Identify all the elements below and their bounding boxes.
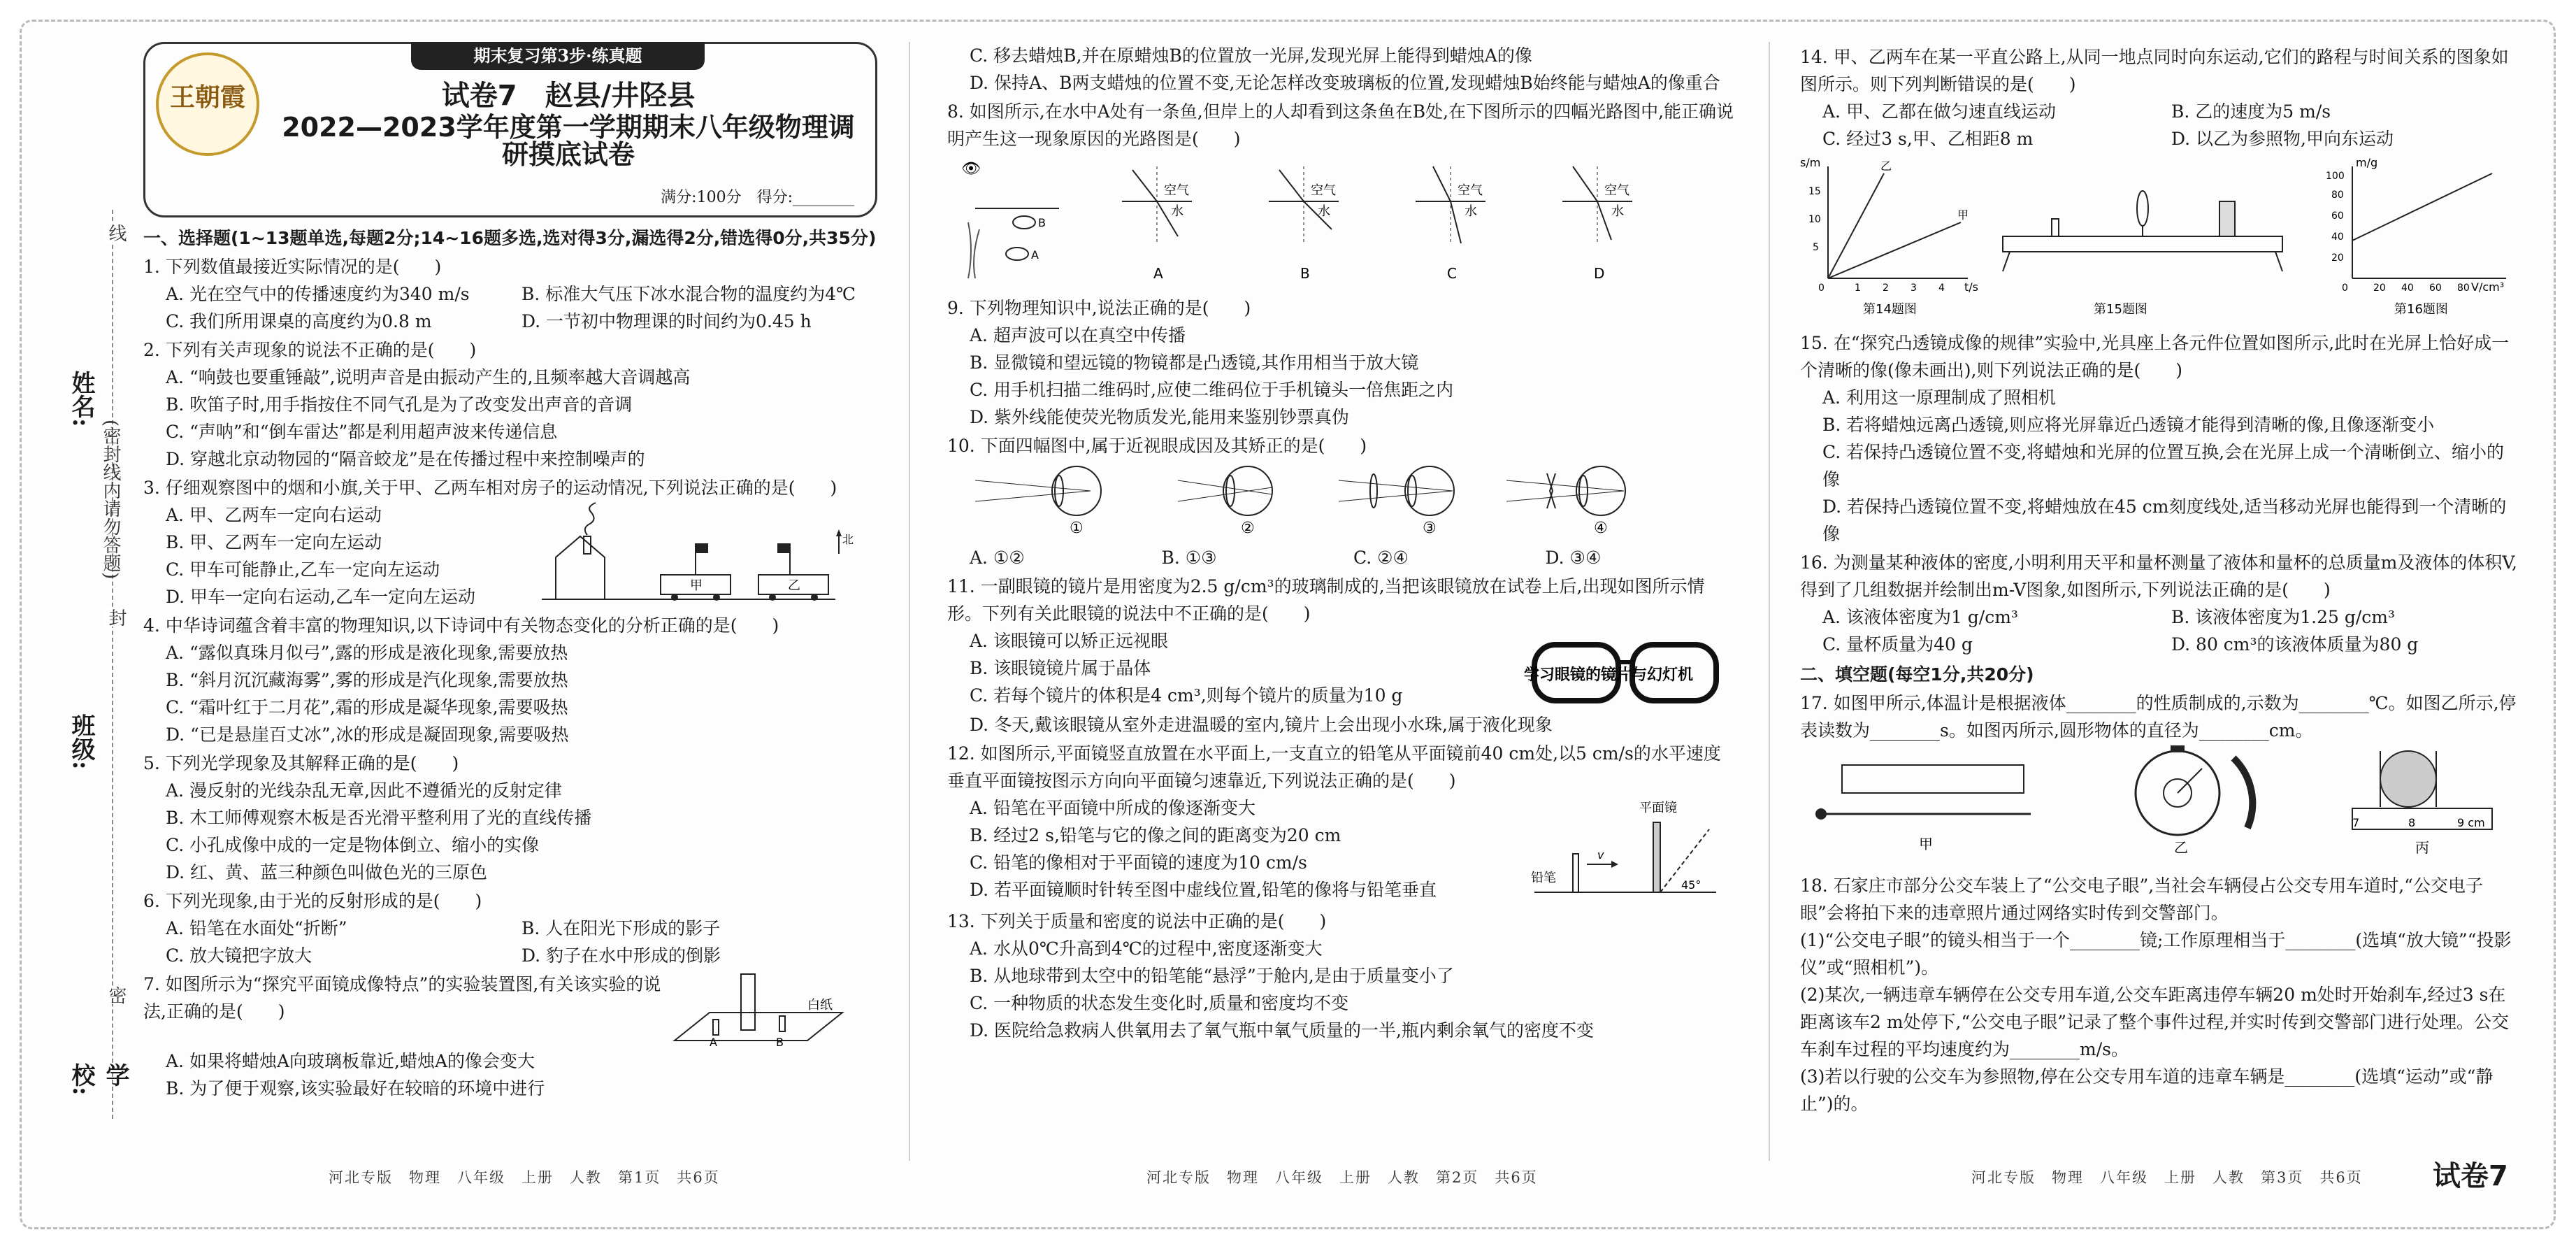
- question-7: 7. 如图所示为“探究平面镜成像特点”的实验装置图,有关该实验的说法,正确的是( ) A B 白纸 A. 如果将蜡烛A向玻璃板靠近,蜡烛A的像会变大 B. 为了便于观察,该实验最好在较暗的环境中进行: [143, 971, 877, 1102]
- svg-text:甲: 甲: [1919, 836, 1933, 852]
- seal-char-3: 密: [103, 986, 129, 1004]
- question-12: 12. 如图所示,平面镜竖直放置在水平面上,一支直立的铅笔从平面镜前40 cm处,以5 cm/s的水平速度垂直平面镜按图示方向向平面镜匀速靠近,下列说法正确的是( ) A. 铅笔在平面镜中所成的像逐渐变大 B. 经过2 s,铅笔与它的像之间的距离变为20 cm C. 铅笔的像相对于平面镜的速度为10 cm/s D. 若平面镜顺时针转至图中虚线位置,铅笔的像将与铅笔垂直 v 平面镜 铅笔 45°: [947, 740, 1737, 906]
- svg-text:4: 4: [1938, 283, 1945, 294]
- footer-page-1: 河北专版 物理 八年级 上册 人教 第1页 共6页: [329, 1169, 720, 1186]
- q8-option-a-diagram: [1122, 166, 1192, 282]
- seal-char-1: 线: [103, 224, 129, 242]
- q7-figure: [668, 971, 849, 1048]
- svg-text:A: A: [1031, 248, 1039, 262]
- q12-velocity-label: v: [1597, 848, 1604, 862]
- q10-figure: [947, 459, 1730, 536]
- svg-text:40: 40: [2401, 283, 2414, 294]
- score-line: 满分:100分 得分:________: [661, 189, 854, 206]
- svg-text:100: 100: [2326, 171, 2345, 182]
- paper-name: 试卷7 赵县/井陉县: [441, 80, 696, 112]
- svg-text:80: 80: [2331, 190, 2344, 201]
- svg-text:第15题图: 第15题图: [2094, 302, 2147, 317]
- q8-option-b-diagram: [1269, 166, 1339, 282]
- svg-text:甲: 甲: [1957, 208, 1969, 222]
- svg-text:乙: 乙: [2174, 839, 2188, 856]
- svg-text:8: 8: [2408, 816, 2416, 829]
- question-5: 5. 下列光学现象及其解释正确的是( ) A. 漫反射的光线杂乱无章,因此不遵循光的反射定律 B. 木工师傅观察木板是否光滑平整利用了光的直线传播 C. 小孔成像中成的一定是物体倒立、缩小的实像 D. 红、黄、蓝三种颜色叫做色光的三原色: [143, 753, 592, 882]
- svg-text:空气: 空气: [1458, 183, 1483, 198]
- paper-header: [143, 42, 877, 217]
- svg-text:9 cm: 9 cm: [2457, 816, 2485, 829]
- question-14: 14. 甲、乙两车在某一平直公路上,从同一地点同时向东运动,它们的路程与时间关系的图象如图所示。则下列判断错误的是( ) A. 甲、乙都在做匀速直线运动 B. 乙的速度为5 m/s C. 经过3 s,甲、乙相距8 m D. 以乙为参照物,甲向东运动: [1800, 47, 2509, 149]
- svg-text:2: 2: [1883, 283, 1889, 294]
- q7-option-d: D. 保持A、B两支蜡烛的位置不变,无论怎样改变玻璃板的位置,发现蜡烛B始终能与蜡烛A的像重合: [970, 73, 1720, 93]
- q8-eye-icon: 👁: [961, 160, 981, 178]
- q10-eye-diagram-2: [1178, 466, 1272, 537]
- column-divider-2: [1769, 42, 1770, 1161]
- q8-option-d-diagram: [1562, 166, 1632, 282]
- column-2: [947, 42, 1737, 1044]
- q3-label-yi: 乙: [788, 578, 800, 593]
- question-8: 8. 如图所示,在水中A处有一条鱼,但岸上的人却看到这条鱼在B处,在下图所示的四幅光路图中,能正确说明产生这一现象原因的光路图是( ) 👁 B A 空气 水 A 空气 水 B 空气 水 C 空气 水 D: [947, 98, 1737, 293]
- school-label: 学校:: [67, 1063, 129, 1096]
- q3-label-north: 北: [842, 533, 854, 546]
- q17-ruler: [2352, 751, 2492, 856]
- svg-text:②: ②: [1241, 520, 1255, 537]
- binding-note: (密封线内请勿答题): [100, 420, 121, 580]
- class-label: 班级:: [67, 713, 95, 770]
- svg-text:①: ①: [1070, 520, 1084, 537]
- question-10: 10. 下面四幅图中,属于近视眼成因及其矫正的是( ) ① ② ③ ④ A. ①② B. ①③ C. ②④ D. ③④: [947, 432, 1737, 571]
- q12-mirror-label: 平面镜: [1639, 801, 1677, 815]
- q17-thermometer: [1815, 765, 2031, 852]
- figures-row-14-16: [1800, 152, 2520, 320]
- column-divider-1: [909, 42, 910, 1161]
- q3-label-jia: 甲: [690, 578, 703, 593]
- q10-eye-diagram-3: [1339, 466, 1454, 537]
- q8-option-c-diagram: [1416, 166, 1485, 282]
- svg-text:20: 20: [2373, 283, 2386, 294]
- svg-text:1: 1: [1855, 283, 1861, 294]
- svg-text:5: 5: [1813, 242, 1819, 253]
- svg-text:V/cm³: V/cm³: [2471, 280, 2505, 294]
- question-6: 6. 下列光现象,由于光的反射形成的是( ) A. 铅笔在水面处“折断” B. 人在阳光下形成的影子 C. 放大镜把字放大 D. 豹子在水中形成的倒影: [143, 891, 721, 966]
- q8-figure: [947, 152, 1730, 285]
- q17-figure: [1800, 744, 2520, 863]
- svg-text:60: 60: [2429, 283, 2442, 294]
- svg-text:水: 水: [1171, 204, 1183, 219]
- fig16-graph: [2326, 156, 2506, 317]
- svg-text:15: 15: [1808, 186, 1821, 197]
- step-tab: 期末复习第3步·练真题: [411, 42, 705, 70]
- svg-text:空气: 空气: [1164, 183, 1189, 198]
- q17-stopwatch: [2136, 745, 2252, 856]
- paper-number: 试卷7: [2433, 1160, 2508, 1192]
- svg-text:B: B: [1300, 265, 1310, 282]
- q7-label-a: A: [710, 1036, 717, 1049]
- svg-text:第16题图: 第16题图: [2394, 302, 2448, 317]
- q12-angle-label: 45°: [1681, 878, 1701, 892]
- section-2-title: 二、填空题(每空1分,共20分): [1800, 664, 2034, 685]
- q7-option-c: C. 移去蜡烛B,并在原蜡烛B的位置放一光屏,发现光屏上能得到蜡烛A的像: [970, 45, 1532, 66]
- question-16: 16. 为测量某种液体的密度,小明利用天平和量杯测量了液体和量杯的总质量m及液体的体积V,得到了几组数据并绘制出m-V图象,如图所示,下列说法正确的是( ) A. 该液体密度为1 g/cm³ B. 该液体密度为1.25 g/cm³ C. 量杯质量为40 g D. 80 cm³的该液体质量为80 g: [1800, 552, 2517, 655]
- svg-text:空气: 空气: [1604, 183, 1629, 198]
- svg-text:t/s: t/s: [1964, 280, 1978, 294]
- q7-label-paper: 白纸: [807, 998, 833, 1013]
- question-13: 13. 下列关于质量和密度的说法中正确的是( ) A. 水从0℃升高到4℃的过程中,密度逐渐变大 B. 从地球带到太空中的铅笔能“悬浮”于舱内,是由于质量变小了 C. 一种物质的状态发生变化时,质量和密度均不变 D. 医院给急救病人供氧用去了氧气瓶中氧气质量的一半,瓶内剩余氧气的密度不变: [947, 911, 1594, 1041]
- svg-text:乙: 乙: [1880, 159, 1892, 173]
- seal-char-2: 封: [103, 608, 129, 627]
- svg-text:m/g: m/g: [2356, 156, 2378, 169]
- q11-glasses-text: 学习眼镜的镜片与幻灯机: [1524, 666, 1694, 684]
- column-1: [143, 42, 877, 1102]
- q3-figure: [542, 501, 854, 606]
- question-18: 18. 石家庄市部分公交车装上了“公交电子眼”,当社会车辆侵占公交专用车道时,“公交电子眼”会将拍下来的违章照片通过网络实时传到交警部门。 (1)“公交电子眼”的镜头相当于一个________镜;工作原理相当于________(选填“放大镜”“投影仪”或“照相机”)。 (2)某次,一辆违章车辆停在公交专用车道,公交车距离违停车辆20 m处时开始刹车,经过3 s在距离该车2 m处停下,“公交电子眼”记录了整个事件过程,并实时传到交警部门进行处理。公交车刹车过程的平均速度约为________m/s。 (3)若以行驶的公交车为参照物,停在公交专用车道的违章车辆是________(选填“运动”或“静止”)的。: [1800, 875, 2512, 1114]
- svg-text:40: 40: [2331, 231, 2344, 243]
- svg-text:第14题图: 第14题图: [1863, 302, 1917, 317]
- column-3: [1800, 42, 2520, 1117]
- svg-text:0: 0: [2342, 283, 2348, 294]
- question-3: 3. 仔细观察图中的烟和小旗,关于甲、乙两车相对房子的运动情况,下列说法正确的是( ) A. 甲、乙两车一定向右运动 B. 甲、乙两车一定向左运动 C. 甲车可能静止,乙车一定向左运动 D. 甲车一定向右运动,乙车一定向左运动 甲 乙 北: [143, 478, 854, 607]
- name-label: 姓名:: [67, 371, 95, 427]
- svg-text:60: 60: [2331, 210, 2344, 222]
- svg-text:7: 7: [2352, 816, 2360, 829]
- svg-text:0: 0: [1818, 283, 1825, 294]
- question-11: 11. 一副眼镜的镜片是用密度为2.5 g/cm³的玻璃制成的,当把该眼镜放在试卷上后,出现如图所示情形。下列有关此眼镜的说法中不正确的是( ) A. 该眼镜可以矫正远视眼 B. 该眼镜镜片属于晶体 C. 若每个镜片的体积是4 cm³,则每个镜片的质量为10 g 学习眼镜的镜片与幻灯机 D. 冬天,戴该眼镜从室外走进温暖的室内,镜片上会出现小水珠,属于液化现象: [947, 573, 1737, 738]
- footer-page-3: 河北专版 物理 八年级 上册 人教 第3页 共6页: [1971, 1169, 2363, 1186]
- svg-text:20: 20: [2331, 252, 2344, 264]
- fig15-optical-bench: [2003, 191, 2282, 317]
- svg-text:空气: 空气: [1311, 183, 1336, 198]
- svg-text:③: ③: [1423, 520, 1437, 537]
- svg-text:④: ④: [1594, 520, 1608, 537]
- svg-text:丙: 丙: [2415, 839, 2429, 856]
- question-17: 17. 如图甲所示,体温计是根据液体________的性质制成的,示数为________℃。如图乙所示,停表读数为________s。如图丙所示,圆形物体的直径为________cm。 甲 乙 7 8 9 cm 丙: [1800, 689, 2520, 871]
- svg-text:80: 80: [2457, 283, 2470, 294]
- svg-text:s/m: s/m: [1800, 156, 1821, 169]
- q12-pencil-label: 铅笔: [1531, 871, 1556, 885]
- q7-label-b: B: [776, 1036, 784, 1049]
- paper-title-block: [278, 80, 858, 170]
- svg-text:10: 10: [1808, 214, 1821, 225]
- fig14-graph: [1800, 156, 1978, 317]
- q10-eye-diagram-1: [975, 466, 1101, 537]
- question-9: 9. 下列物理知识中,说法正确的是( ) A. 超声波可以在真空中传播 B. 显微镜和望远镜的物镜都是凸透镜,其作用相当于放大镜 C. 用手机扫描二维码时,应使二维码位于手机镜头一倍焦距之内 D. 紫外线能使荧光物质发光,能用来鉴别钞票真伪: [947, 298, 1454, 427]
- svg-text:水: 水: [1318, 204, 1330, 219]
- q11-glasses-figure: [1520, 627, 1730, 711]
- svg-text:C: C: [1447, 265, 1457, 282]
- question-1: 1. 下列数值最接近实际情况的是( ) A. 光在空气中的传播速度约为340 m/s B. 标准大气压下冰水混合物的温度约为4℃ C. 我们所用课桌的高度约为0.8 m D. 一节初中物理课的时间约为0.45 h: [143, 257, 856, 331]
- svg-text:B: B: [1038, 216, 1046, 229]
- paper-title: 2022—2023学年度第一学期期末八年级物理调研摸底试卷: [282, 112, 855, 170]
- q12-figure: [1520, 794, 1730, 906]
- svg-text:A: A: [1153, 265, 1163, 282]
- svg-text:水: 水: [1465, 204, 1477, 219]
- svg-text:D: D: [1594, 265, 1605, 282]
- question-4: 4. 中华诗词蕴含着丰富的物理知识,以下诗词中有关物态变化的分析正确的是( ) A. “露似真珠月似弓”,露的形成是液化现象,需要放热 B. “斜月沉沉藏海雾”,雾的形成是汽化现象,需要放热 C. “霜叶红于二月花”,霜的形成是凝华现象,需要吸热 D. “已是悬崖百丈冰”,冰的形成是凝固现象,需要吸热: [143, 615, 779, 745]
- question-2: 2. 下列有关声现象的说法不正确的是( ) A. “响鼓也要重锤敲”,说明声音是由振动产生的,且频率越大音调越高 B. 吹笛子时,用手指按住不同气孔是为了改变发出声音的音调 C. “声呐”和“倒车雷达”都是利用超声波来传递信息 D. 穿越北京动物园的“隔音蛟龙”是在传播过程中来控制噪声的: [143, 340, 691, 469]
- q10-eye-diagram-4: [1506, 466, 1625, 537]
- binding-line: [112, 210, 113, 1119]
- binding-strip: [28, 210, 129, 1119]
- brand-logo: 王朝霞: [156, 52, 259, 156]
- question-15: 15. 在“探究凸透镜成像的规律”实验中,光具座上各元件位置如图所示,此时在光屏上恰好成一个清晰的像(像未画出),则下列说法正确的是( ) A. 利用这一原理制成了照相机 B. 若将蜡烛远离凸透镜,则应将光屏靠近凸透镜才能得到清晰的像,且像逐渐变小 C. 若保持凸透镜位置不变,将蜡烛和光屏的位置互换,会在光屏上成一个清晰倒立、缩小的像 D. 若保持凸透镜位置不变,将蜡烛放在45 cm刻度线处,适当移动光屏也能得到一个清晰的像: [1800, 333, 2510, 544]
- footer-page-2: 河北专版 物理 八年级 上册 人教 第2页 共6页: [1146, 1169, 1538, 1186]
- section-1-title: 一、选择题(1~13题单选,每题2分;14~16题多选,选对得3分,漏选得2分,错选得0分,共35分): [143, 228, 877, 248]
- svg-text:3: 3: [1911, 283, 1917, 294]
- svg-text:水: 水: [1611, 204, 1624, 219]
